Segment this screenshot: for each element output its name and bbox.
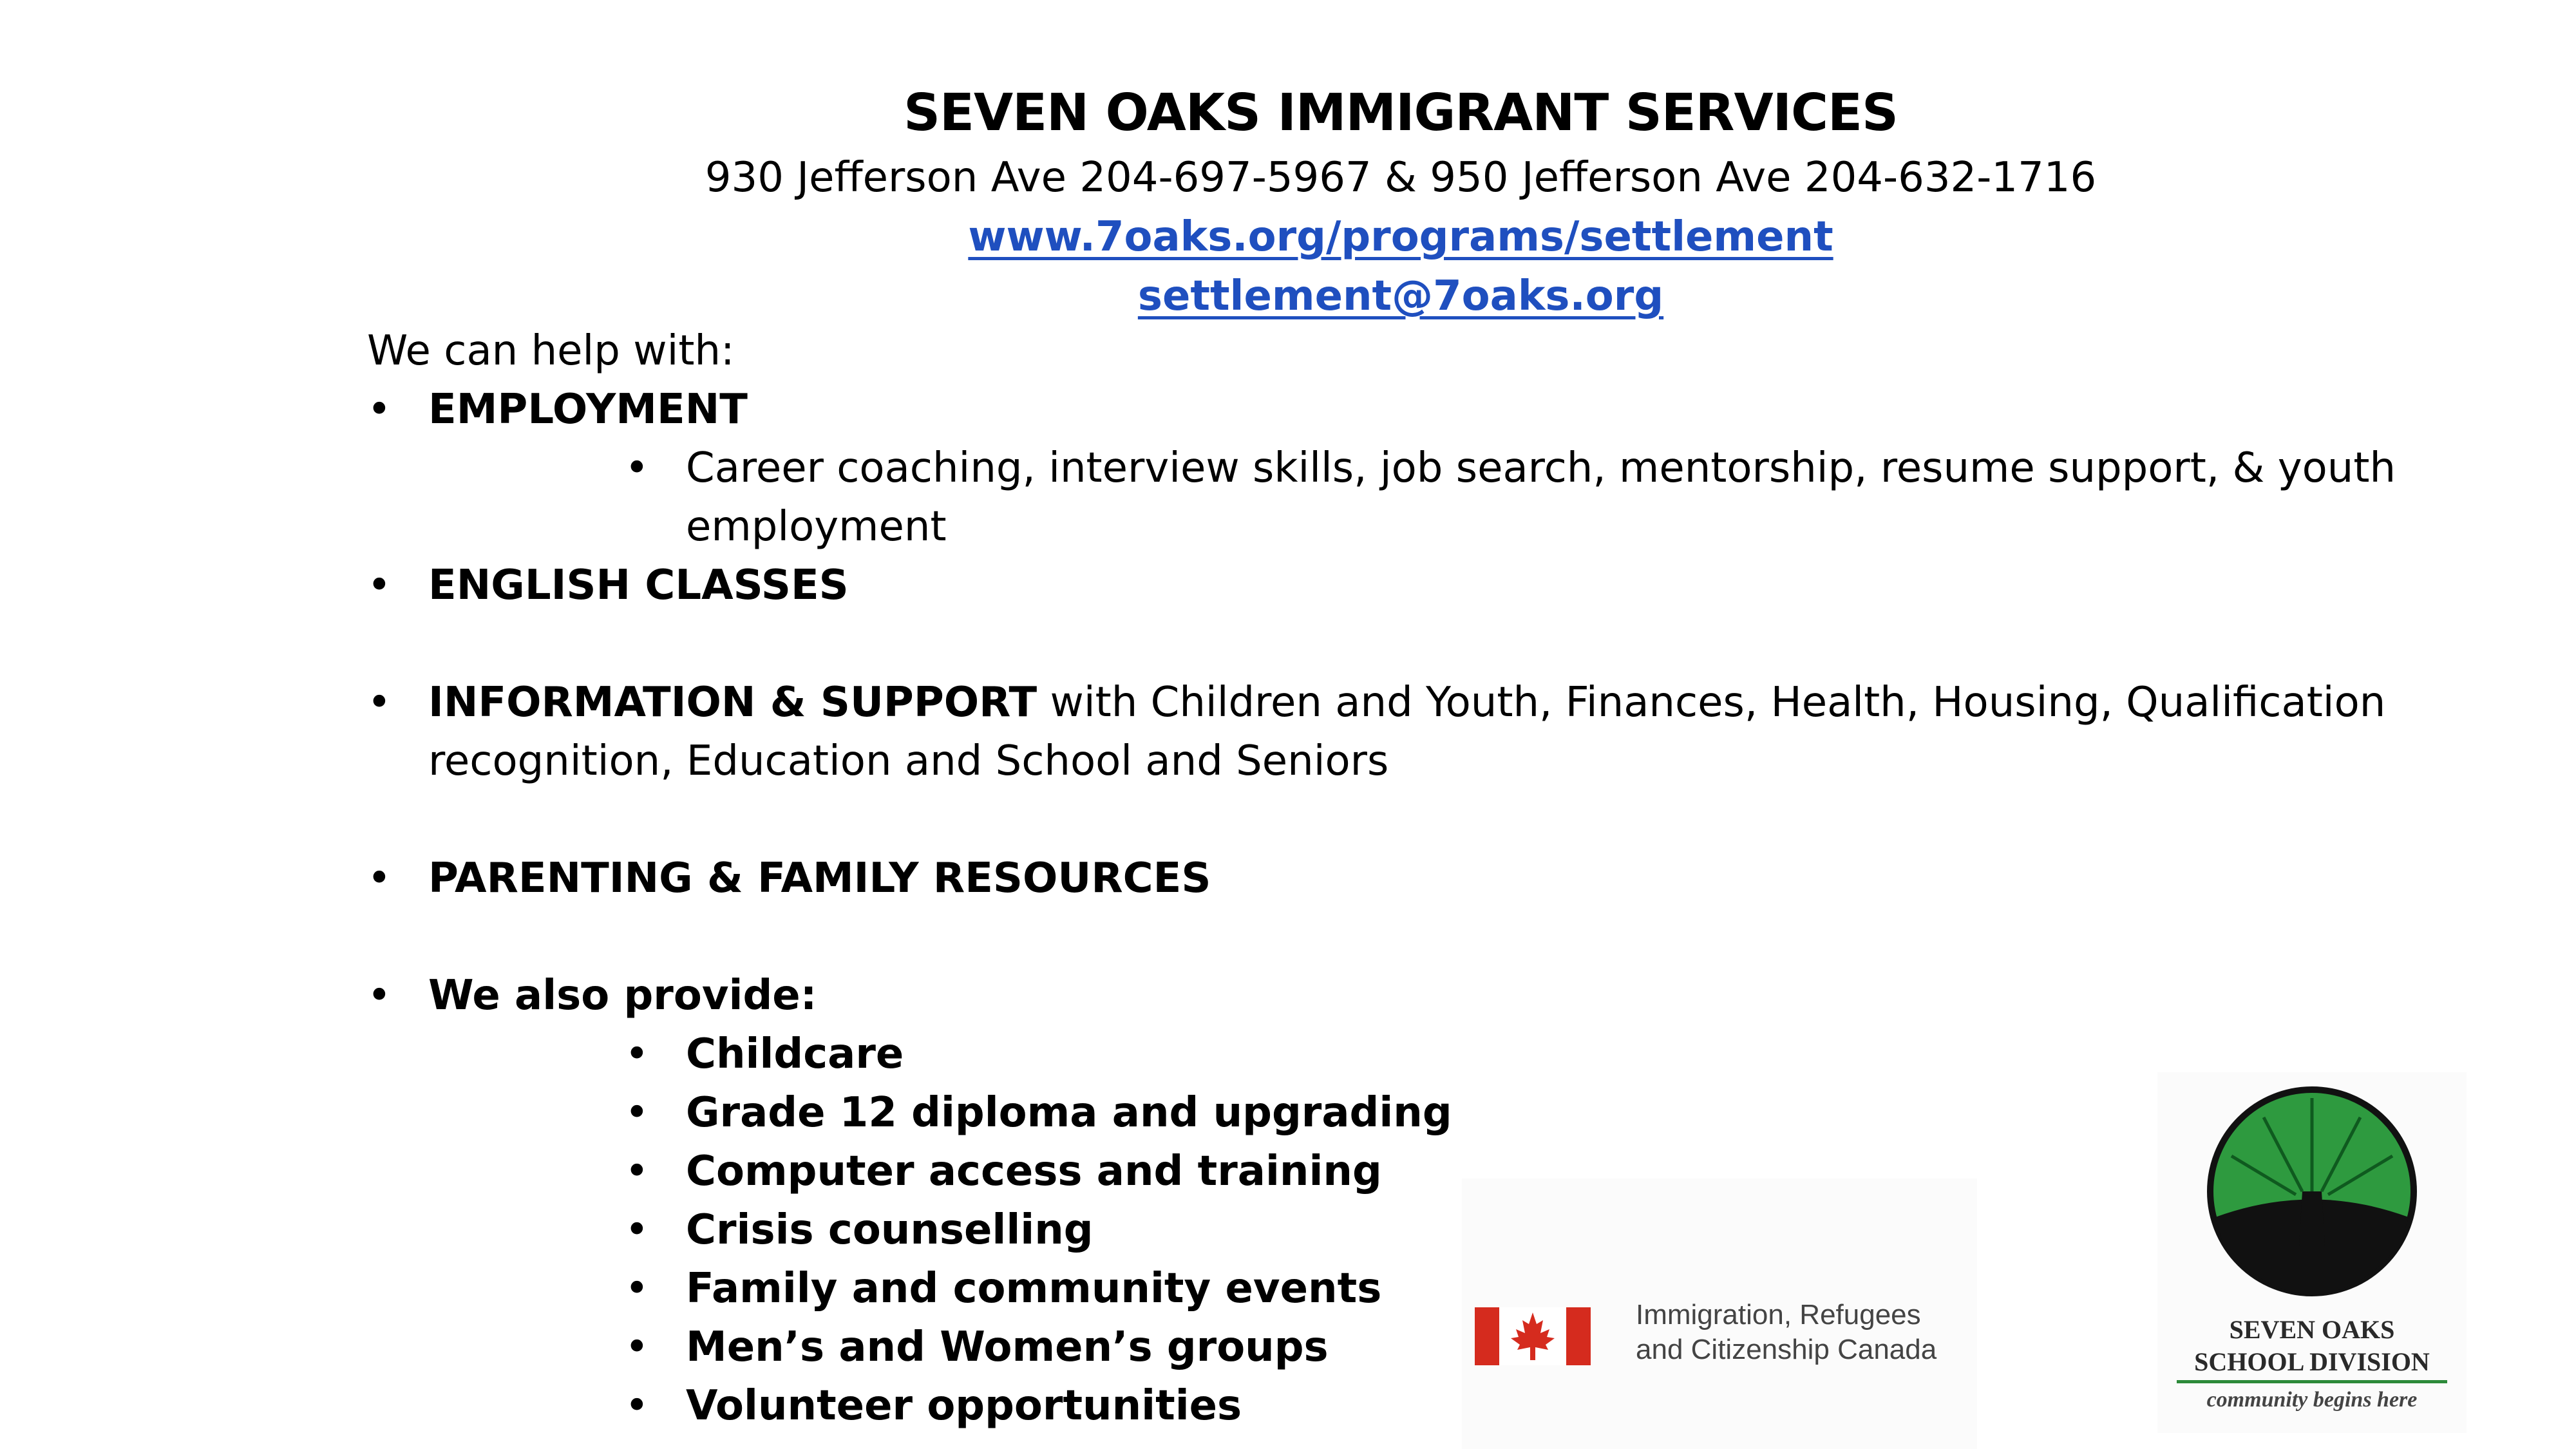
employment-heading: EMPLOYMENT <box>428 386 748 433</box>
list-item-english <box>367 556 2492 615</box>
provide-item: Crisis counselling <box>686 1206 1094 1254</box>
ircc-logo <box>1462 1179 1977 1449</box>
also-provide-heading: We also provide: <box>428 972 817 1019</box>
provide-item: Volunteer opportunities <box>686 1382 1242 1430</box>
bullet-icon: • <box>625 1206 649 1254</box>
list-item-information <box>367 674 2492 791</box>
spacer <box>367 908 2492 967</box>
header <box>0 77 2576 326</box>
list-item-employment <box>367 381 2492 556</box>
school-division-name-line-1: SEVEN OAKS <box>2229 1315 2395 1344</box>
provide-item: Computer access and training <box>686 1148 1382 1195</box>
bullet-icon: • <box>625 1148 649 1195</box>
intro-text: We can help with: <box>367 327 735 375</box>
parenting-heading: PARENTING & FAMILY RESOURCES <box>428 855 1211 902</box>
ircc-line-2: and Citizenship Canada <box>1636 1334 1937 1365</box>
bullet-icon: • <box>367 562 392 609</box>
english-heading: ENGLISH CLASSES <box>428 562 849 609</box>
bullet-icon: • <box>367 386 392 433</box>
email-link[interactable]: settlement@7oaks.org <box>1137 272 1664 320</box>
bullet-icon: • <box>625 1089 649 1137</box>
provide-item: Family and community events <box>686 1265 1382 1312</box>
canada-flag-icon <box>1475 1307 1591 1365</box>
divider <box>2177 1380 2447 1383</box>
bullet-icon: • <box>367 855 392 902</box>
page-title: SEVEN OAKS IMMIGRANT SERVICES <box>904 83 1898 142</box>
information-heading: INFORMATION & SUPPORT <box>428 679 1037 726</box>
bullet-icon: • <box>625 1323 649 1371</box>
ircc-line-1: Immigration, Refugees <box>1636 1299 1921 1331</box>
list-item-parenting <box>367 849 2492 908</box>
bullet-icon: • <box>625 1265 649 1312</box>
information-detail: with Children and Youth, Finances, Health, Housing, Qualification recognition, Education and School and Seniors <box>428 679 2386 785</box>
list-item-employment-detail <box>625 439 2492 556</box>
school-division-tagline: community begins here <box>2206 1388 2418 1412</box>
ircc-text <box>1636 1298 1937 1367</box>
bullet-icon: • <box>625 444 649 492</box>
provide-item: Childcare <box>686 1030 904 1078</box>
provide-item: Men’s and Women’s groups <box>686 1323 1329 1371</box>
oak-tree-icon <box>2206 1079 2418 1311</box>
seven-oaks-school-division-logo <box>2157 1072 2467 1433</box>
bullet-icon: • <box>625 1030 649 1078</box>
bullet-icon: • <box>625 1382 649 1430</box>
bullet-icon: • <box>367 972 392 1019</box>
address-line: 930 Jefferson Ave 204-697-5967 & 950 Jefferson Ave 204-632-1716 <box>705 154 2097 202</box>
school-division-name <box>2157 1314 2467 1378</box>
provide-item: Grade 12 diploma and upgrading <box>686 1089 1452 1137</box>
bullet-icon: • <box>367 679 392 726</box>
employment-detail: Career coaching, interview skills, job search, mentorship, resume support, & youth employment <box>686 444 2396 551</box>
spacer <box>367 791 2492 849</box>
website-link[interactable]: www.7oaks.org/programs/settlement <box>968 213 1833 261</box>
employment-sublist <box>428 439 2492 556</box>
spacer <box>367 615 2492 674</box>
school-division-name-line-2: SCHOOL DIVISION <box>2194 1347 2430 1376</box>
